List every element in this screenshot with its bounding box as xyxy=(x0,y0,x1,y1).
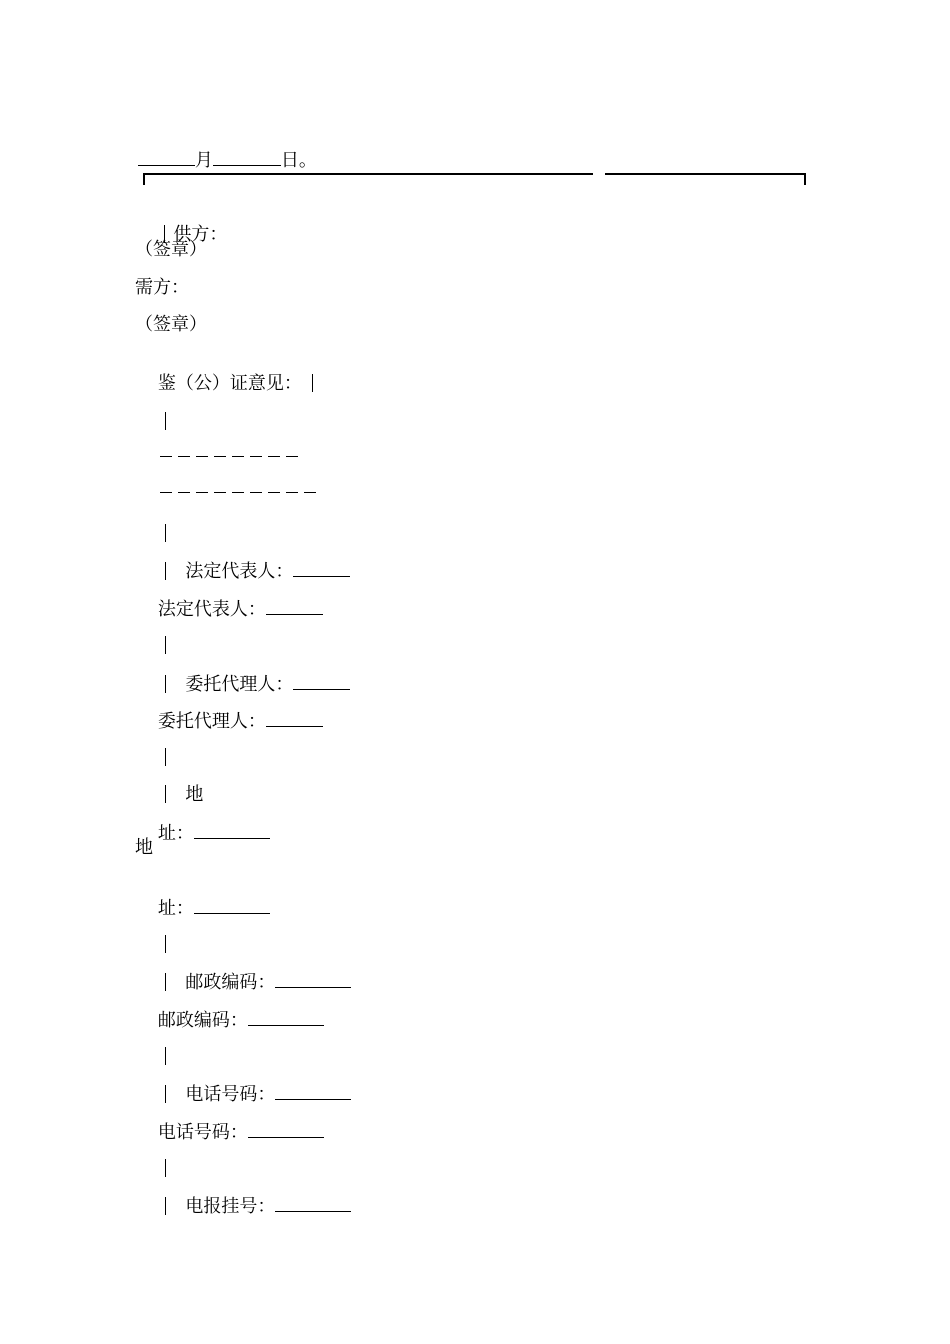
phone-blank[interactable] xyxy=(248,1121,324,1138)
legal-rep-line-2 xyxy=(135,576,323,620)
postal-code-blank[interactable] xyxy=(275,971,351,988)
box-top-border-right xyxy=(605,173,805,175)
border-row xyxy=(142,501,166,523)
legal-rep-blank[interactable] xyxy=(293,560,350,577)
postal-line-1 xyxy=(142,949,351,993)
box-left-corner xyxy=(143,173,145,185)
agent-label: 委托代理人： xyxy=(157,711,266,732)
telegraph-line xyxy=(142,1173,351,1217)
notary-label: 鉴（公）证意见： xyxy=(157,373,302,394)
phone-blank[interactable] xyxy=(275,1083,351,1100)
agent-line-2 xyxy=(135,688,323,732)
address-label-part1: 地 xyxy=(185,784,204,805)
postal-code-label: 邮政编码： xyxy=(185,972,276,993)
border-row xyxy=(142,725,166,747)
address-blank[interactable] xyxy=(194,822,270,839)
telegraph-label: 电报挂号： xyxy=(185,1196,276,1217)
postal-code-blank[interactable] xyxy=(248,1009,324,1026)
dash-row-2 xyxy=(137,461,322,483)
supplier-line xyxy=(141,202,228,245)
buyer-seal: （签章） xyxy=(135,314,207,335)
address-line-1b xyxy=(135,800,270,844)
day-blank[interactable] xyxy=(213,149,281,166)
border-row xyxy=(142,1136,166,1158)
border-row xyxy=(142,1024,166,1046)
month-label: 月 xyxy=(194,150,213,171)
date-line xyxy=(115,127,317,171)
address-line-1a xyxy=(142,762,204,805)
telegraph-blank[interactable] xyxy=(275,1195,351,1212)
postal-line-2 xyxy=(135,987,324,1031)
address-line-2b xyxy=(135,875,270,919)
dash-row-1 xyxy=(137,425,304,447)
phone-line-2 xyxy=(135,1099,324,1143)
legal-rep-line-1 xyxy=(142,538,350,582)
phone-label: 电话号码： xyxy=(157,1122,248,1143)
day-label: 日。 xyxy=(280,150,317,171)
supplier-label: 供方： xyxy=(173,224,228,245)
box-top-border-left xyxy=(143,173,593,175)
notary-line xyxy=(135,351,313,394)
agent-line-1 xyxy=(142,651,350,695)
table-border-bar xyxy=(165,1197,167,1215)
phone-line-1 xyxy=(142,1061,351,1105)
table-border-bar xyxy=(312,374,314,392)
month-blank[interactable] xyxy=(138,149,195,166)
border-row xyxy=(142,912,166,934)
legal-rep-label: 法定代表人： xyxy=(185,561,294,582)
border-row xyxy=(142,389,166,411)
postal-code-label: 邮政编码： xyxy=(157,1010,248,1031)
legal-rep-blank[interactable] xyxy=(266,598,323,615)
border-row xyxy=(142,613,166,635)
box-right-corner xyxy=(804,173,806,185)
legal-rep-label: 法定代表人： xyxy=(157,599,266,620)
buyer-label: 需方： xyxy=(135,277,189,298)
address-label-part1: 地 xyxy=(135,837,153,858)
supplier-seal: （签章） xyxy=(135,239,207,260)
agent-label: 委托代理人： xyxy=(185,674,294,695)
phone-label: 电话号码： xyxy=(185,1084,276,1105)
address-label-part2: 址： xyxy=(157,823,194,844)
address-blank[interactable] xyxy=(194,897,270,914)
address-label-part2: 址： xyxy=(157,898,194,919)
agent-blank[interactable] xyxy=(266,710,323,727)
